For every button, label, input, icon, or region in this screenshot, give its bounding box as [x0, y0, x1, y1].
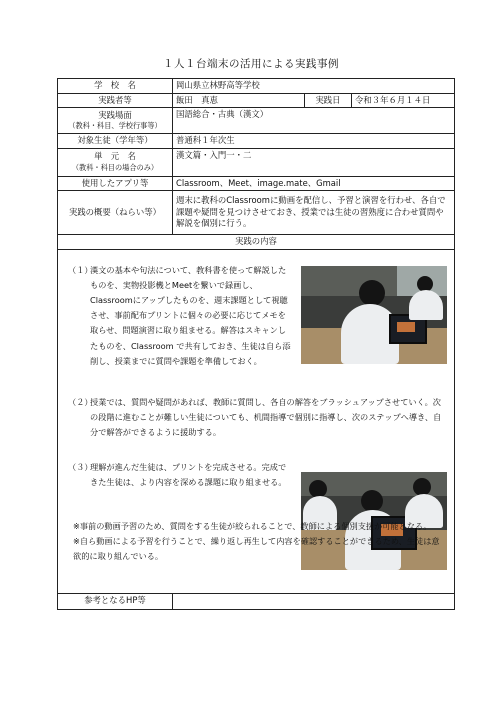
apps-value: Classroom、Meet、image.mate、Gmail [173, 176, 455, 191]
ref-label: 参考となるHP等 [58, 593, 173, 609]
content-area [61, 251, 451, 592]
overview-text: 週末に教科のClassroomに動画を配信し、予習と演習を行わせ、各自で課題や疑問を見つけさせておき、授業では生徒の習熟度に合わせ質問や解説を個別に行う。 [173, 191, 455, 235]
scene-sublabel: （教科・科目、学校行事等） [68, 121, 162, 131]
scene-label-cell [58, 108, 173, 134]
target-label: 対象生徒（学年等） [58, 134, 173, 149]
date-label: 実践日 [305, 93, 352, 108]
paragraph-2-text: 授業では、質問や疑問があれば、教師に質問し、各自の解答をブラッシュアップさせていく。次の段階に進むことが難しい生徒についても、机間指導で個別に指導し、次のステップへ導き、自分で解答ができるように援助する。 [90, 396, 442, 437]
page-title: １人１台端末の活用による実践事例 [163, 58, 339, 70]
apps-label: 使用したアプリ等 [58, 176, 173, 191]
notes [73, 519, 443, 565]
paragraph-1-number: （１） [68, 264, 93, 275]
unit-value: 漢文篇・入門一・二 [173, 148, 455, 176]
school-label: 学 校 名 [58, 79, 173, 94]
paragraph-2-number: （２） [68, 396, 93, 407]
unit-label: 単 元 名 [94, 151, 136, 162]
paragraph-3 [68, 460, 294, 490]
note-1: ※事前の動画予習のため、質問をする生徒が絞られることで、教師による個別支援が可能となる。 [73, 520, 432, 531]
school-name: 岡山県立林野高等学校 [173, 79, 455, 94]
scene-value: 国語総合・古典（漢文） [173, 108, 455, 134]
target-value: 普通科１年次生 [173, 134, 455, 149]
note-2: ※自ら動画による予習を行うことで、繰り返し再生して内容を確認することができるため、生徒は意欲的に取り組んでいる。 [73, 535, 440, 561]
scene-label: 実践場面 [98, 109, 132, 120]
teacher-label: 実践者等 [58, 93, 173, 108]
ref-value [173, 593, 455, 609]
practice-table [57, 78, 455, 610]
paragraph-1-text: 漢文の基本や句法について、教科書を使って解説したものを、実物投影機とMeetを繋いで録画し、Classroomにアップしたものを、週末課題として視聴させ、事前配布プリントに個々の必要に応じてメモを取らせ、問題演習に取り組ませる。解答はスキャンしたものを、Classroom で共有しておき、生徒は自ら添削し、授業までに質問や課題を準備しておく。 [90, 264, 291, 366]
content-cell [58, 249, 455, 593]
paragraph-1 [68, 263, 294, 369]
unit-label-cell [58, 148, 173, 176]
content-header: 実践の内容 [58, 235, 455, 250]
teacher-name: 飯田 真恵 [173, 93, 305, 108]
unit-sublabel: （教科・科目の場合のみ） [71, 162, 159, 172]
practice-date: 令和３年６月１４日 [352, 93, 455, 108]
overview-label: 実践の概要（ねらい等） [58, 191, 173, 235]
paragraph-3-number: （３） [68, 461, 93, 472]
paragraph-2 [68, 395, 448, 441]
classroom-photo-1 [301, 266, 447, 364]
paragraph-3-text: 理解が進んだ生徒は、プリントを完成させる。完成できた生徒は、より内容を深める課題に取り組ませる。 [90, 461, 287, 487]
